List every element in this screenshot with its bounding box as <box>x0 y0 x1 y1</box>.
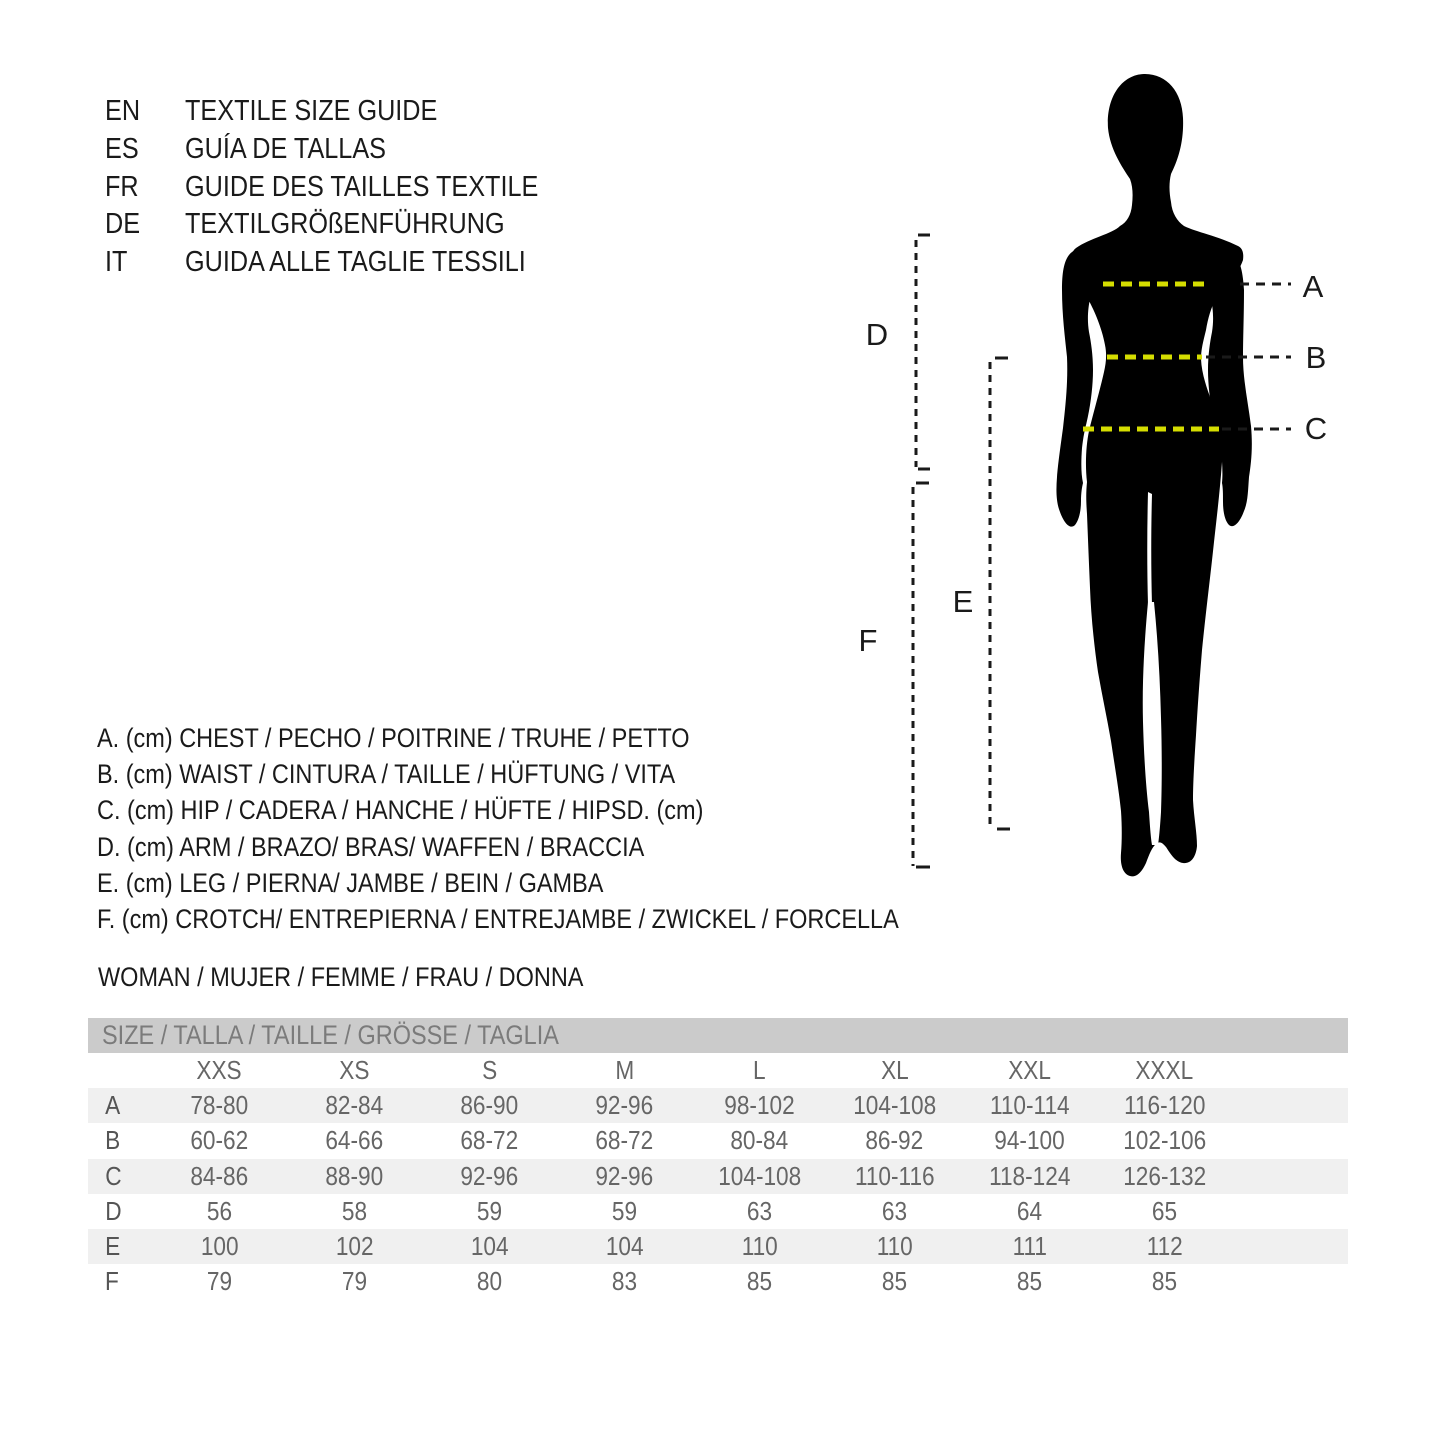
table-cell: 80-84 <box>730 1125 789 1156</box>
language-title: GUIDA ALLE TAGLIE TESSILI <box>185 246 526 279</box>
table-cell: 82-84 <box>325 1090 384 1121</box>
table-cell: 84-86 <box>190 1160 249 1191</box>
table-row-a <box>88 1088 1348 1123</box>
table-row-f <box>88 1264 1348 1299</box>
table-cell: 68-72 <box>460 1125 519 1156</box>
table-cell: 92-96 <box>460 1160 519 1191</box>
table-cell: 86-90 <box>460 1090 519 1121</box>
size-col-xxl: XXL <box>1008 1055 1051 1086</box>
table-cell: 102 <box>335 1231 374 1262</box>
table-row-c <box>88 1159 1348 1194</box>
table-cell: 79 <box>206 1266 233 1297</box>
language-title: TEXTILE SIZE GUIDE <box>185 95 438 128</box>
table-cell: 94-100 <box>994 1125 1065 1156</box>
measurement-descriptions <box>97 720 1019 938</box>
table-cell: 111 <box>1012 1231 1047 1262</box>
description-hip: C. (cm) HIP / CADERA / HANCHE / HÜFTE / HIPSD. (cm) <box>97 795 704 826</box>
measure-label-c: C <box>1304 411 1328 446</box>
measure-label-e: E <box>952 584 974 619</box>
size-table <box>88 1018 1348 1299</box>
table-cell: 104 <box>470 1231 509 1262</box>
table-cell: 85 <box>746 1266 773 1297</box>
table-cell: 110 <box>876 1231 913 1262</box>
language-row <box>105 131 591 169</box>
table-row-d <box>88 1194 1348 1229</box>
table-cell: 110 <box>741 1231 778 1262</box>
table-cell: 58 <box>341 1195 368 1226</box>
measure-label-b: B <box>1305 340 1327 375</box>
description-arm: D. (cm) ARM / BRAZO/ BRAS/ WAFFEN / BRACCIA <box>97 831 645 862</box>
size-col-xs: XS <box>339 1055 370 1086</box>
measure-label-d: D <box>865 317 889 352</box>
table-cell: 110-114 <box>989 1090 1070 1121</box>
table-row-e <box>88 1229 1348 1264</box>
table-cell: 116-120 <box>1123 1090 1206 1121</box>
table-cell: 63 <box>746 1195 773 1226</box>
table-cell: 85 <box>881 1266 908 1297</box>
measure-label-f: F <box>858 623 878 658</box>
table-title: WOMAN / MUJER / FEMME / FRAU / DONNA <box>98 962 584 992</box>
table-cell: 63 <box>881 1195 908 1226</box>
size-col-xxxl: XXXL <box>1135 1055 1194 1086</box>
description-waist: B. (cm) WAIST / CINTURA / TAILLE / HÜFTUNG / VITA <box>97 758 676 789</box>
table-cell: 104 <box>605 1231 644 1262</box>
table-cell: 98-102 <box>724 1090 795 1121</box>
table-cell: 110-116 <box>854 1160 935 1191</box>
table-cell: 118-124 <box>988 1160 1071 1191</box>
table-cell: 126-132 <box>1122 1160 1207 1191</box>
size-header-row <box>88 1053 1348 1088</box>
description-chest: A. (cm) CHEST / PECHO / POITRINE / TRUHE / PETTO <box>97 722 690 753</box>
row-label: B <box>105 1125 121 1156</box>
table-cell: 92-96 <box>595 1160 654 1191</box>
language-title: GUIDE DES TAILLES TEXTILE <box>185 170 539 203</box>
description-leg: E. (cm) LEG / PIERNA/ JAMBE / BEIN / GAMBA <box>97 867 604 898</box>
language-list <box>105 93 591 281</box>
table-cell: 102-106 <box>1122 1125 1207 1156</box>
language-row <box>105 244 591 282</box>
table-cell: 64-66 <box>325 1125 384 1156</box>
size-col-s: S <box>481 1055 498 1086</box>
table-cell: 104-108 <box>717 1160 802 1191</box>
language-code: DE <box>105 208 141 241</box>
table-cell: 79 <box>341 1266 368 1297</box>
table-cell: 59 <box>476 1195 503 1226</box>
table-cell: 100 <box>200 1231 239 1262</box>
language-row <box>105 168 591 206</box>
table-cell: 104-108 <box>852 1090 937 1121</box>
row-label: E <box>105 1231 121 1262</box>
table-header-band <box>88 1018 1348 1053</box>
size-col-m: M <box>615 1055 634 1086</box>
row-label: D <box>105 1195 122 1226</box>
row-label: C <box>105 1160 122 1191</box>
language-title: GUÍA DE TALLAS <box>185 133 386 166</box>
table-cell: 64 <box>1016 1195 1043 1226</box>
size-col-xl: XL <box>880 1055 909 1086</box>
table-cell: 85 <box>1016 1266 1043 1297</box>
language-row <box>105 93 591 131</box>
table-cell: 83 <box>611 1266 638 1297</box>
measure-label-a: A <box>1302 269 1324 304</box>
table-cell: 60-62 <box>190 1125 249 1156</box>
language-title: TEXTILGRÖßENFÜHRUNG <box>185 208 505 241</box>
table-cell: 59 <box>611 1195 638 1226</box>
table-cell: 78-80 <box>190 1090 249 1121</box>
size-col-xxs: XXS <box>196 1055 243 1086</box>
size-col-l: L <box>753 1055 766 1086</box>
language-code: ES <box>105 133 139 166</box>
language-code: EN <box>105 95 141 128</box>
table-cell: 68-72 <box>595 1125 654 1156</box>
table-cell: 88-90 <box>325 1160 384 1191</box>
table-cell: 92-96 <box>595 1090 654 1121</box>
table-cell: 112 <box>1146 1231 1183 1262</box>
table-cell: 56 <box>206 1195 233 1226</box>
row-label: A <box>105 1090 121 1121</box>
table-cell: 65 <box>1151 1195 1178 1226</box>
table-row-b <box>88 1123 1348 1158</box>
language-code: IT <box>105 246 128 279</box>
language-code: FR <box>105 170 139 203</box>
language-row <box>105 206 591 244</box>
table-cell: 80 <box>476 1266 503 1297</box>
description-crotch: F. (cm) CROTCH/ ENTREPIERNA / ENTREJAMBE / ZWICKEL / FORCELLA <box>97 904 899 935</box>
row-label: F <box>105 1266 119 1297</box>
table-cell: 85 <box>1151 1266 1178 1297</box>
table-header-band-label: SIZE / TALLA / TAILLE / GRÖSSE / TAGLIA <box>102 1020 559 1050</box>
table-cell: 86-92 <box>865 1125 924 1156</box>
